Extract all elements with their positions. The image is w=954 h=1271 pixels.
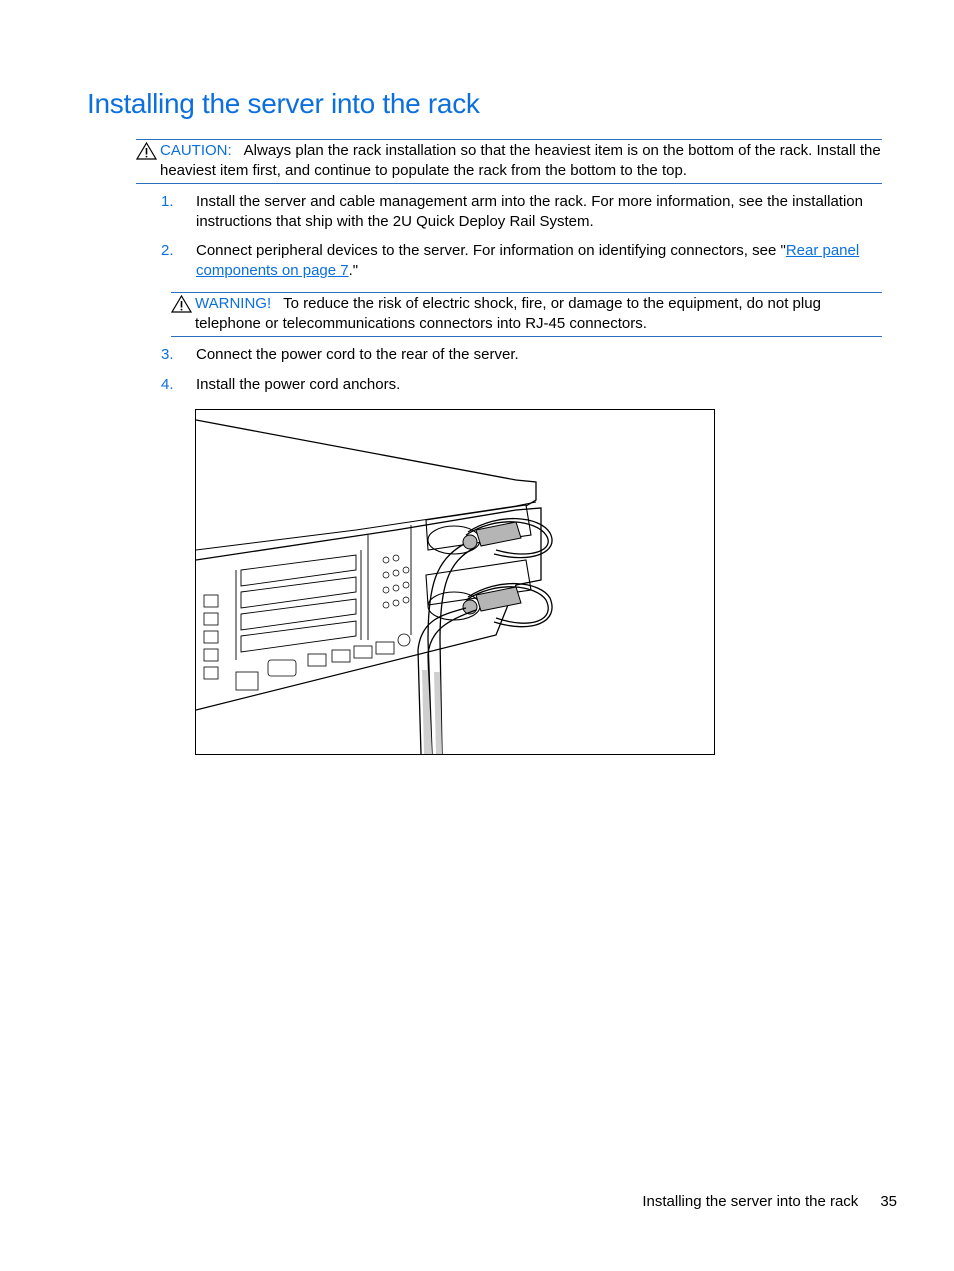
step-number: 1. xyxy=(161,193,174,210)
caution-triangle-icon xyxy=(136,142,157,160)
server-rear-illustration-icon xyxy=(196,410,714,754)
step-text: Install the power cord anchors. xyxy=(196,376,401,393)
warning-notice xyxy=(171,292,882,337)
server-power-cord-figure xyxy=(195,409,715,755)
caution-text xyxy=(160,141,882,181)
step-1 xyxy=(161,192,882,232)
footer-section-title: Installing the server into the rack xyxy=(642,1193,859,1210)
warning-triangle-icon xyxy=(171,295,192,313)
step-text: Install the server and cable management arm into the rack. For more information, see the installation instructions that ship with the 2U Quick Deploy Rail System. xyxy=(196,193,863,230)
step-4 xyxy=(161,375,882,395)
caution-body: Always plan the rack installation so that the heaviest item is on the bottom of the rack. Install the heaviest item first, and continue to populate the rack from the bottom to the top. xyxy=(160,142,881,179)
warning-text xyxy=(195,294,882,334)
step-number: 3. xyxy=(161,346,174,363)
rear-panel-components-link[interactable]: Rear panel components on page 7 xyxy=(196,242,860,279)
step-3 xyxy=(161,345,882,365)
page-title: Installing the server into the rack xyxy=(87,88,480,119)
page-number: 35 xyxy=(880,1193,897,1210)
warning-label: WARNING! xyxy=(195,295,272,312)
step-2 xyxy=(161,241,882,281)
step-text-before: Connect peripheral devices to the server. For information on identifying connectors, see " xyxy=(196,242,786,259)
step-text xyxy=(196,241,882,281)
warning-body: To reduce the risk of electric shock, fire, or damage to the equipment, do not plug telephone or telecommunications connectors into RJ-45 connectors. xyxy=(195,295,821,332)
caution-label: CAUTION: xyxy=(160,142,232,159)
caution-notice xyxy=(136,139,882,184)
step-number: 2. xyxy=(161,242,174,259)
step-text-after: ." xyxy=(348,262,359,279)
step-number: 4. xyxy=(161,376,174,393)
page-footer xyxy=(642,1193,897,1210)
step-text: Connect the power cord to the rear of the server. xyxy=(196,346,519,363)
